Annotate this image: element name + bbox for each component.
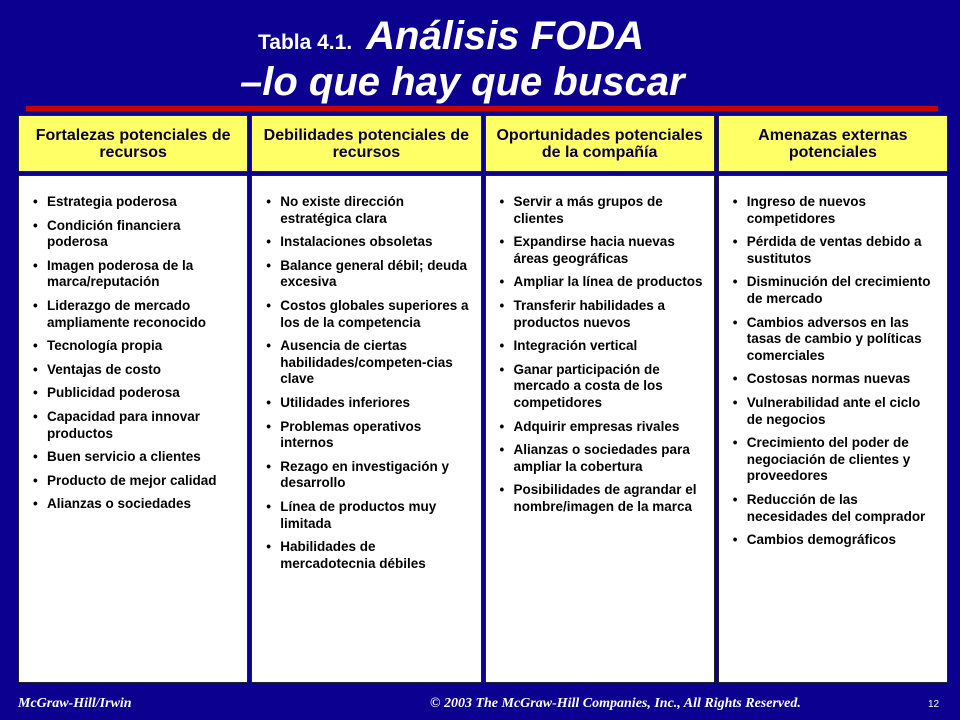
column-header: Fortalezas potenciales de recursos: [18, 115, 248, 172]
bullet-item: • Imagen poderosa de la marca/reputación: [33, 258, 237, 291]
bullet-item: • Transferir habilidades a productos nuevos: [500, 298, 704, 331]
bullet-item: • Ampliar la línea de productos: [500, 274, 704, 291]
bullet-item: • Habilidades de mercadotecnia débiles: [266, 539, 470, 572]
title-divider: [26, 106, 938, 111]
bullet-item: • Buen servicio a clientes: [33, 449, 237, 466]
column-header: Amenazas externas potenciales: [718, 115, 948, 172]
bullet-item: • Ganar participación de mercado a costa de los competidores: [500, 362, 704, 412]
bullet-item: • Servir a más grupos de clientes: [500, 194, 704, 227]
bullet-item: • Capacidad para innovar productos: [33, 409, 237, 442]
column-oportunidades: [485, 115, 715, 683]
bullet-list: [500, 194, 704, 516]
column-debilidades: [251, 115, 481, 683]
title-line-1: [258, 14, 644, 59]
column-amenazas: [718, 115, 948, 683]
copyright-notice: © 2003 The McGraw-Hill Companies, Inc., All Rights Reserved.: [430, 696, 801, 711]
column-body: [718, 175, 948, 683]
bullet-item: • Instalaciones obsoletas: [266, 234, 470, 251]
slide-footer: [0, 688, 960, 720]
bullet-item: • Integración vertical: [500, 338, 704, 355]
bullet-item: • Disminución del crecimiento de mercado: [733, 274, 937, 307]
bullet-item: • Cambios adversos en las tasas de cambio y políticas comerciales: [733, 315, 937, 365]
column-body: [18, 175, 248, 683]
bullet-item: • Ausencia de ciertas habilidades/competen-cias clave: [266, 338, 470, 388]
bullet-item: • Costosas normas nuevas: [733, 371, 937, 388]
bullet-item: • Balance general débil; deuda excesiva: [266, 258, 470, 291]
bullet-list: [266, 194, 470, 572]
column-fortalezas: [18, 115, 248, 683]
title-line-2: –lo que hay que buscar: [240, 60, 685, 104]
column-header: Oportunidades potenciales de la compañía: [485, 115, 715, 172]
bullet-item: • Publicidad poderosa: [33, 385, 237, 402]
bullet-item: • Condición financiera poderosa: [33, 218, 237, 251]
bullet-item: • Ventajas de costo: [33, 362, 237, 379]
bullet-item: • Vulnerabilidad ante el ciclo de negocios: [733, 395, 937, 428]
bullet-item: • Expandirse hacia nuevas áreas geográficas: [500, 234, 704, 267]
bullet-item: • Liderazgo de mercado ampliamente reconocido: [33, 298, 237, 331]
bullet-item: • Utilidades inferiores: [266, 395, 470, 412]
bullet-item: • No existe dirección estratégica clara: [266, 194, 470, 227]
bullet-item: • Línea de productos muy limitada: [266, 499, 470, 532]
bullet-item: • Estrategia poderosa: [33, 194, 237, 211]
page-number: 12: [928, 699, 940, 710]
bullet-item: • Ingreso de nuevos competidores: [733, 194, 937, 227]
bullet-item: • Reducción de las necesidades del comprador: [733, 492, 937, 525]
publisher-label: McGraw-Hill/Irwin: [18, 696, 132, 711]
bullet-item: • Tecnología propia: [33, 338, 237, 355]
bullet-item: • Costos globales superiores a los de la competencia: [266, 298, 470, 331]
foda-table: [18, 115, 948, 683]
column-body: [251, 175, 481, 683]
slide-title: [0, 0, 960, 108]
table-number: Tabla 4.1.: [258, 31, 353, 54]
bullet-list: [733, 194, 937, 549]
bullet-item: • Pérdida de ventas debido a sustitutos: [733, 234, 937, 267]
bullet-item: • Alianzas o sociedades: [33, 496, 237, 513]
bullet-item: • Rezago en investigación y desarrollo: [266, 459, 470, 492]
bullet-item: • Producto de mejor calidad: [33, 473, 237, 490]
bullet-item: • Adquirir empresas rivales: [500, 419, 704, 436]
column-body: [485, 175, 715, 683]
bullet-item: • Posibilidades de agrandar el nombre/imagen de la marca: [500, 482, 704, 515]
bullet-item: • Problemas operativos internos: [266, 419, 470, 452]
column-header: Debilidades potenciales de recursos: [251, 115, 481, 172]
bullet-item: • Crecimiento del poder de negociación de clientes y proveedores: [733, 435, 937, 485]
bullet-item: • Alianzas o sociedades para ampliar la cobertura: [500, 442, 704, 475]
bullet-item: • Cambios demográficos: [733, 532, 937, 549]
bullet-list: [33, 194, 237, 513]
title-main: Análisis FODA: [366, 14, 644, 58]
